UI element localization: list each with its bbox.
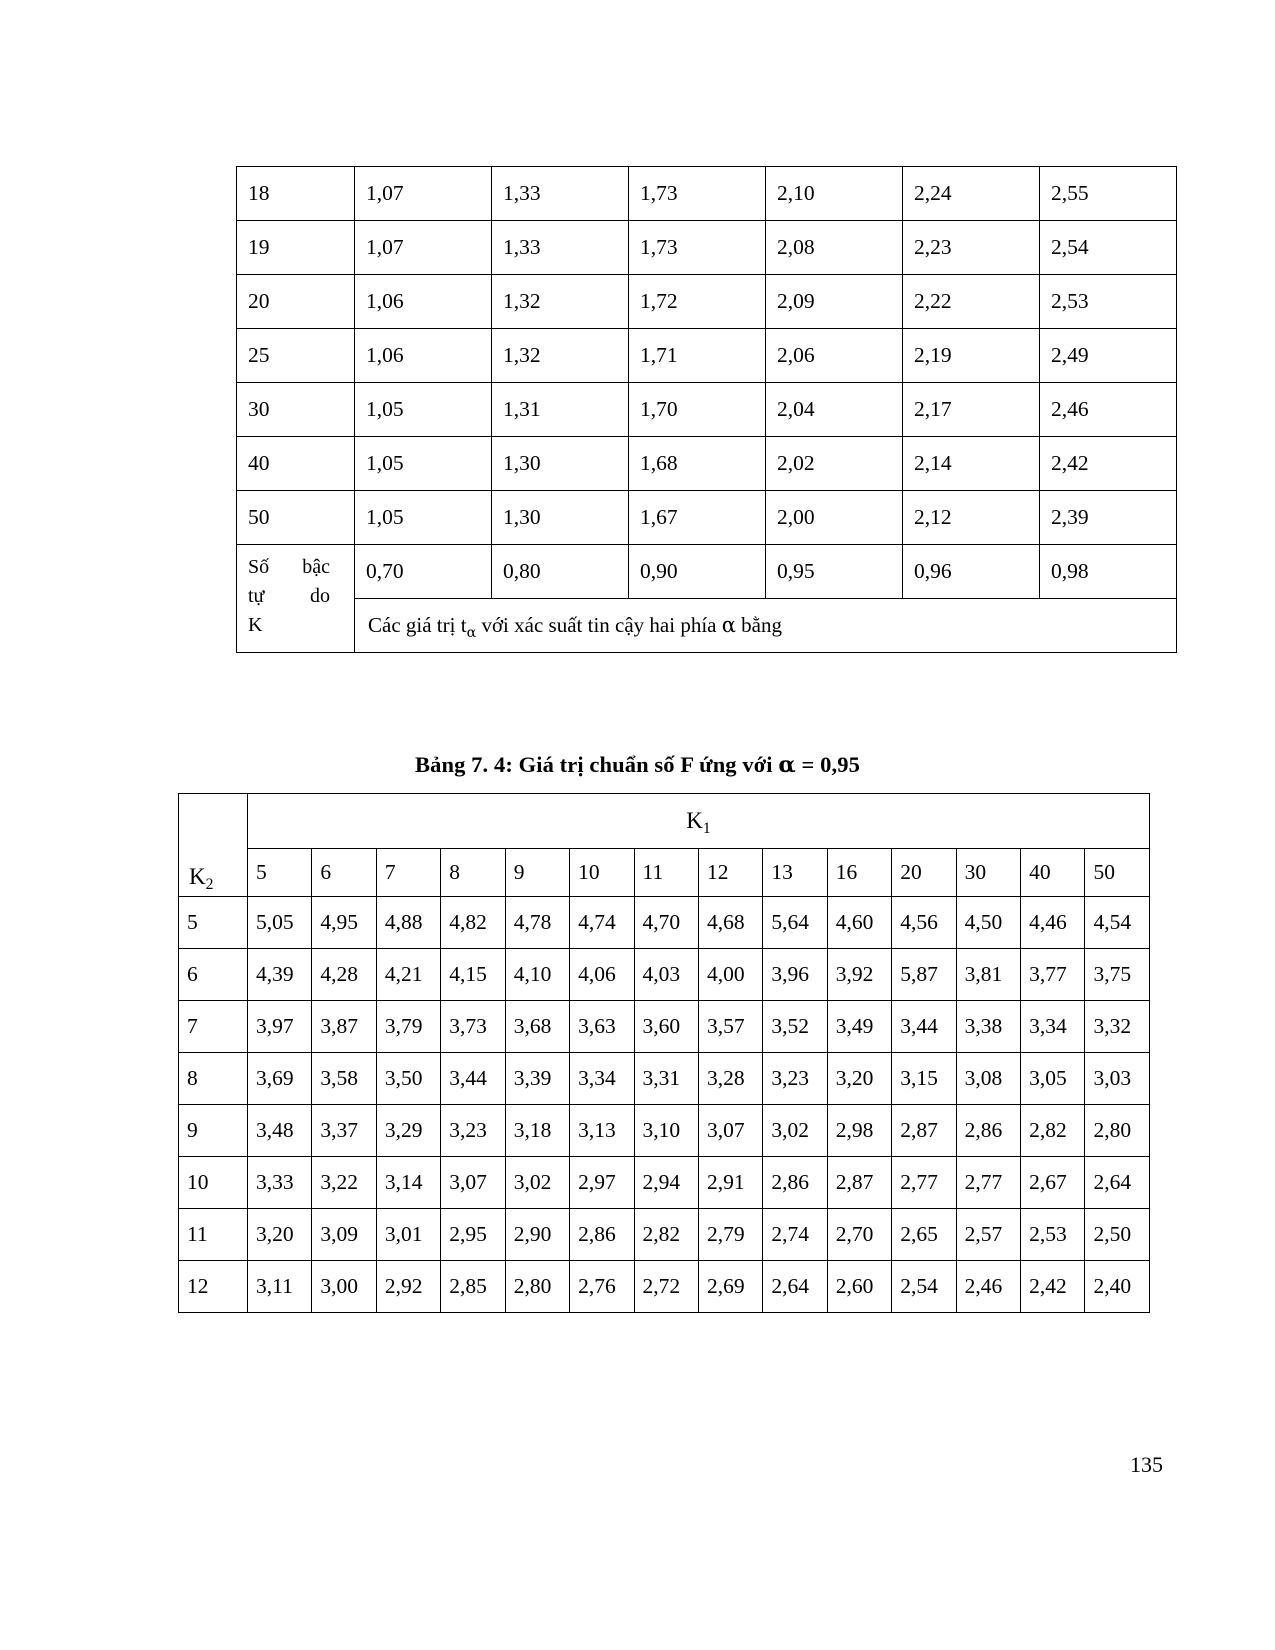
caption-alpha-symbol: α	[778, 752, 796, 778]
table-row	[179, 1157, 1150, 1209]
table-row-note	[237, 599, 1177, 653]
f-cell: 3,31	[634, 1053, 698, 1105]
t-probability-cell: 0,95	[766, 545, 903, 599]
t-cell: 2,06	[766, 329, 903, 383]
f-cell: 3,97	[248, 1001, 312, 1053]
f-cell: 2,86	[956, 1105, 1020, 1157]
f-cell: 3,11	[248, 1261, 312, 1313]
k2-label: K	[189, 863, 206, 889]
note-text-mid: với xác suất tin cậy hai phía	[476, 612, 722, 637]
f-cell: 4,50	[956, 897, 1020, 949]
caption-text-post: = 0,95	[795, 752, 860, 777]
f-cell: 2,57	[956, 1209, 1020, 1261]
f-cell: 4,60	[827, 897, 891, 949]
t-probability-cell: 0,70	[355, 545, 492, 599]
f-cell: 3,73	[441, 1001, 505, 1053]
f-group-header-k1	[248, 794, 1150, 849]
f-cell: 4,03	[634, 949, 698, 1001]
t-probability-cell: 0,90	[629, 545, 766, 599]
t-row-k: 20	[237, 275, 355, 329]
f-cell: 3,33	[248, 1157, 312, 1209]
t-cell: 1,73	[629, 167, 766, 221]
dof-line-2	[248, 582, 330, 611]
table-row	[179, 1053, 1150, 1105]
t-cell: 1,71	[629, 329, 766, 383]
table-row	[179, 1001, 1150, 1053]
table-row-probabilities	[237, 545, 1177, 599]
t-cell: 1,05	[355, 383, 492, 437]
t-row-k: 18	[237, 167, 355, 221]
f-row-k2: 11	[179, 1209, 248, 1261]
f-cell: 4,46	[1021, 897, 1085, 949]
f-column-header: 11	[634, 849, 698, 897]
t-cell: 2,54	[1040, 221, 1177, 275]
f-cell: 2,53	[1021, 1209, 1085, 1261]
t-cell: 1,05	[355, 491, 492, 545]
f-cell: 4,10	[505, 949, 569, 1001]
f-cell: 2,94	[634, 1157, 698, 1209]
f-cell: 4,88	[376, 897, 440, 949]
f-cell: 3,44	[892, 1001, 956, 1053]
f-cell: 5,87	[892, 949, 956, 1001]
f-cell: 2,77	[956, 1157, 1020, 1209]
f-cell: 4,21	[376, 949, 440, 1001]
f-cell: 3,23	[763, 1053, 827, 1105]
t-cell: 2,55	[1040, 167, 1177, 221]
f-distribution-table	[178, 793, 1150, 1313]
table-header-row-columns	[179, 849, 1150, 897]
f-cell: 2,86	[570, 1209, 634, 1261]
f-cell: 3,03	[1085, 1053, 1150, 1105]
t-table-body	[237, 167, 1177, 653]
f-cell: 2,82	[1021, 1105, 1085, 1157]
f-cell: 2,72	[634, 1261, 698, 1313]
t-cell: 2,23	[903, 221, 1040, 275]
f-cell: 3,01	[376, 1209, 440, 1261]
t-cell: 2,00	[766, 491, 903, 545]
f-cell: 3,29	[376, 1105, 440, 1157]
t-cell: 2,42	[1040, 437, 1177, 491]
f-cell: 2,90	[505, 1209, 569, 1261]
f-column-header: 8	[441, 849, 505, 897]
f-cell: 3,02	[505, 1157, 569, 1209]
f-cell: 3,77	[1021, 949, 1085, 1001]
f-cell: 2,54	[892, 1261, 956, 1313]
f-cell: 3,87	[312, 1001, 376, 1053]
f-cell: 3,79	[376, 1001, 440, 1053]
note-alpha-subscript-1: α	[466, 624, 477, 641]
f-cell: 3,50	[376, 1053, 440, 1105]
k1-label: K	[686, 808, 703, 834]
f-cell: 3,37	[312, 1105, 376, 1157]
dof-word-so: Số	[248, 556, 270, 578]
f-column-header: 6	[312, 849, 376, 897]
f-row-k2: 8	[179, 1053, 248, 1105]
dof-word-do: do	[310, 585, 330, 607]
f-cell: 3,23	[441, 1105, 505, 1157]
f-cell: 3,07	[441, 1157, 505, 1209]
f-column-header: 50	[1085, 849, 1150, 897]
f-cell: 2,80	[1085, 1105, 1150, 1157]
t-cell: 2,24	[903, 167, 1040, 221]
f-cell: 3,08	[956, 1053, 1020, 1105]
f-cell: 2,95	[441, 1209, 505, 1261]
f-cell: 2,79	[698, 1209, 762, 1261]
t-cell: 2,49	[1040, 329, 1177, 383]
table-row	[179, 1105, 1150, 1157]
f-cell: 2,98	[827, 1105, 891, 1157]
t-cell: 2,02	[766, 437, 903, 491]
f-cell: 3,68	[505, 1001, 569, 1053]
t-cell: 1,05	[355, 437, 492, 491]
t-cell: 2,22	[903, 275, 1040, 329]
f-cell: 2,74	[763, 1209, 827, 1261]
f-column-header: 40	[1021, 849, 1085, 897]
f-cell: 3,48	[248, 1105, 312, 1157]
f-cell: 3,75	[1085, 949, 1150, 1001]
f-cell: 3,44	[441, 1053, 505, 1105]
f-cell: 3,34	[570, 1053, 634, 1105]
table-row	[237, 221, 1177, 275]
f-cell: 2,65	[892, 1209, 956, 1261]
t-row-k: 25	[237, 329, 355, 383]
t-cell: 1,32	[492, 329, 629, 383]
f-cell: 3,13	[570, 1105, 634, 1157]
f-cell: 3,69	[248, 1053, 312, 1105]
table-row	[237, 275, 1177, 329]
note-text-pre: Các giá trị t	[368, 612, 467, 637]
f-table-head	[179, 794, 1150, 897]
dof-line-3: K	[248, 614, 263, 636]
f-column-header: 20	[892, 849, 956, 897]
t-probability-cell: 0,80	[492, 545, 629, 599]
f-cell: 3,49	[827, 1001, 891, 1053]
t-cell: 1,06	[355, 329, 492, 383]
f-cell: 3,15	[892, 1053, 956, 1105]
f-row-k2: 12	[179, 1261, 248, 1313]
f-cell: 3,05	[1021, 1053, 1085, 1105]
k2-subscript: 2	[205, 875, 214, 893]
f-cell: 4,95	[312, 897, 376, 949]
t-cell: 2,08	[766, 221, 903, 275]
f-cell: 4,28	[312, 949, 376, 1001]
f-cell: 2,64	[763, 1261, 827, 1313]
f-cell: 2,97	[570, 1157, 634, 1209]
t-cell: 2,17	[903, 383, 1040, 437]
f-cell: 3,22	[312, 1157, 376, 1209]
f-cell: 3,63	[570, 1001, 634, 1053]
f-row-k2: 10	[179, 1157, 248, 1209]
f-column-header: 10	[570, 849, 634, 897]
t-cell: 1,72	[629, 275, 766, 329]
f-table-body	[179, 897, 1150, 1313]
table-row	[179, 949, 1150, 1001]
f-cell: 2,60	[827, 1261, 891, 1313]
f-cell: 3,20	[248, 1209, 312, 1261]
t-probability-cell: 0,98	[1040, 545, 1177, 599]
t-cell: 2,39	[1040, 491, 1177, 545]
f-corner-header-k2	[179, 794, 248, 897]
table-row	[237, 437, 1177, 491]
f-cell: 2,77	[892, 1157, 956, 1209]
t-cell: 1,73	[629, 221, 766, 275]
f-cell: 2,87	[827, 1157, 891, 1209]
f-cell: 2,64	[1085, 1157, 1150, 1209]
f-cell: 3,18	[505, 1105, 569, 1157]
f-column-header: 9	[505, 849, 569, 897]
f-cell: 2,40	[1085, 1261, 1150, 1313]
f-column-header: 7	[376, 849, 440, 897]
f-cell: 4,70	[634, 897, 698, 949]
t-row-k: 50	[237, 491, 355, 545]
table-row	[179, 1209, 1150, 1261]
f-row-k2: 6	[179, 949, 248, 1001]
f-cell: 3,00	[312, 1261, 376, 1313]
t-cell: 1,32	[492, 275, 629, 329]
t-cell: 1,07	[355, 167, 492, 221]
t-cell: 2,46	[1040, 383, 1177, 437]
f-cell: 3,52	[763, 1001, 827, 1053]
f-cell: 4,78	[505, 897, 569, 949]
t-probability-cell: 0,96	[903, 545, 1040, 599]
t-cell: 2,10	[766, 167, 903, 221]
t-cell: 2,04	[766, 383, 903, 437]
f-cell: 4,15	[441, 949, 505, 1001]
dof-word-tu: tự	[248, 585, 265, 607]
t-cell: 1,30	[492, 437, 629, 491]
f-cell: 2,46	[956, 1261, 1020, 1313]
f-cell: 4,82	[441, 897, 505, 949]
f-cell: 3,58	[312, 1053, 376, 1105]
f-cell: 2,50	[1085, 1209, 1150, 1261]
f-cell: 2,67	[1021, 1157, 1085, 1209]
f-row-k2: 5	[179, 897, 248, 949]
table-row	[237, 167, 1177, 221]
f-row-k2: 9	[179, 1105, 248, 1157]
f-cell: 3,96	[763, 949, 827, 1001]
t-row-k: 30	[237, 383, 355, 437]
f-cell: 2,42	[1021, 1261, 1085, 1313]
f-row-k2: 7	[179, 1001, 248, 1053]
f-cell: 3,28	[698, 1053, 762, 1105]
f-cell: 3,14	[376, 1157, 440, 1209]
f-cell: 2,70	[827, 1209, 891, 1261]
t-cell: 2,19	[903, 329, 1040, 383]
f-cell: 3,02	[763, 1105, 827, 1157]
table-row	[237, 329, 1177, 383]
t-table-note	[355, 599, 1177, 653]
f-column-header: 12	[698, 849, 762, 897]
t-cell: 1,06	[355, 275, 492, 329]
f-cell: 3,34	[1021, 1001, 1085, 1053]
t-row-k: 40	[237, 437, 355, 491]
f-cell: 2,91	[698, 1157, 762, 1209]
f-cell: 2,80	[505, 1261, 569, 1313]
f-cell: 4,06	[570, 949, 634, 1001]
t-cell: 1,33	[492, 221, 629, 275]
table-row	[237, 491, 1177, 545]
f-cell: 5,05	[248, 897, 312, 949]
f-cell: 3,39	[505, 1053, 569, 1105]
t-cell: 1,67	[629, 491, 766, 545]
note-text-post: bằng	[735, 612, 782, 637]
table-caption-7-4	[0, 752, 1275, 778]
t-cell: 1,07	[355, 221, 492, 275]
dof-line-1	[248, 553, 330, 582]
dof-word-bac: bậc	[302, 556, 330, 578]
f-cell: 5,64	[763, 897, 827, 949]
t-cell: 1,30	[492, 491, 629, 545]
table-row	[179, 1261, 1150, 1313]
f-cell: 4,74	[570, 897, 634, 949]
t-cell: 1,70	[629, 383, 766, 437]
t-cell: 2,14	[903, 437, 1040, 491]
t-cell: 2,12	[903, 491, 1040, 545]
f-column-header: 13	[763, 849, 827, 897]
t-distribution-table	[236, 166, 1177, 653]
f-cell: 2,87	[892, 1105, 956, 1157]
t-row-k: 19	[237, 221, 355, 275]
f-column-header: 30	[956, 849, 1020, 897]
table-header-row-group	[179, 794, 1150, 849]
note-alpha-symbol: α	[721, 612, 736, 637]
f-cell: 3,57	[698, 1001, 762, 1053]
f-column-header: 16	[827, 849, 891, 897]
f-cell: 2,85	[441, 1261, 505, 1313]
caption-text-pre: Bảng 7. 4: Giá trị chuẩn số F ứng với	[415, 752, 779, 777]
t-cell: 1,68	[629, 437, 766, 491]
f-cell: 2,92	[376, 1261, 440, 1313]
f-cell: 3,60	[634, 1001, 698, 1053]
t-cell: 1,33	[492, 167, 629, 221]
table-row	[237, 383, 1177, 437]
f-cell: 3,20	[827, 1053, 891, 1105]
t-cell: 2,53	[1040, 275, 1177, 329]
f-cell: 2,69	[698, 1261, 762, 1313]
f-cell: 4,00	[698, 949, 762, 1001]
f-cell: 4,68	[698, 897, 762, 949]
f-cell: 3,07	[698, 1105, 762, 1157]
f-cell: 3,09	[312, 1209, 376, 1261]
f-cell: 2,76	[570, 1261, 634, 1313]
f-column-header: 5	[248, 849, 312, 897]
f-cell: 3,92	[827, 949, 891, 1001]
f-cell: 4,56	[892, 897, 956, 949]
f-cell: 2,86	[763, 1157, 827, 1209]
f-cell: 2,82	[634, 1209, 698, 1261]
f-cell: 3,10	[634, 1105, 698, 1157]
page-number: 135	[1130, 1452, 1163, 1477]
t-cell: 1,31	[492, 383, 629, 437]
f-cell: 3,81	[956, 949, 1020, 1001]
f-cell: 4,39	[248, 949, 312, 1001]
k1-subscript: 1	[702, 820, 711, 838]
table-row	[179, 897, 1150, 949]
f-cell: 3,32	[1085, 1001, 1150, 1053]
t-cell: 2,09	[766, 275, 903, 329]
f-cell: 3,38	[956, 1001, 1020, 1053]
degrees-of-freedom-label	[237, 545, 355, 653]
f-cell: 4,54	[1085, 897, 1150, 949]
